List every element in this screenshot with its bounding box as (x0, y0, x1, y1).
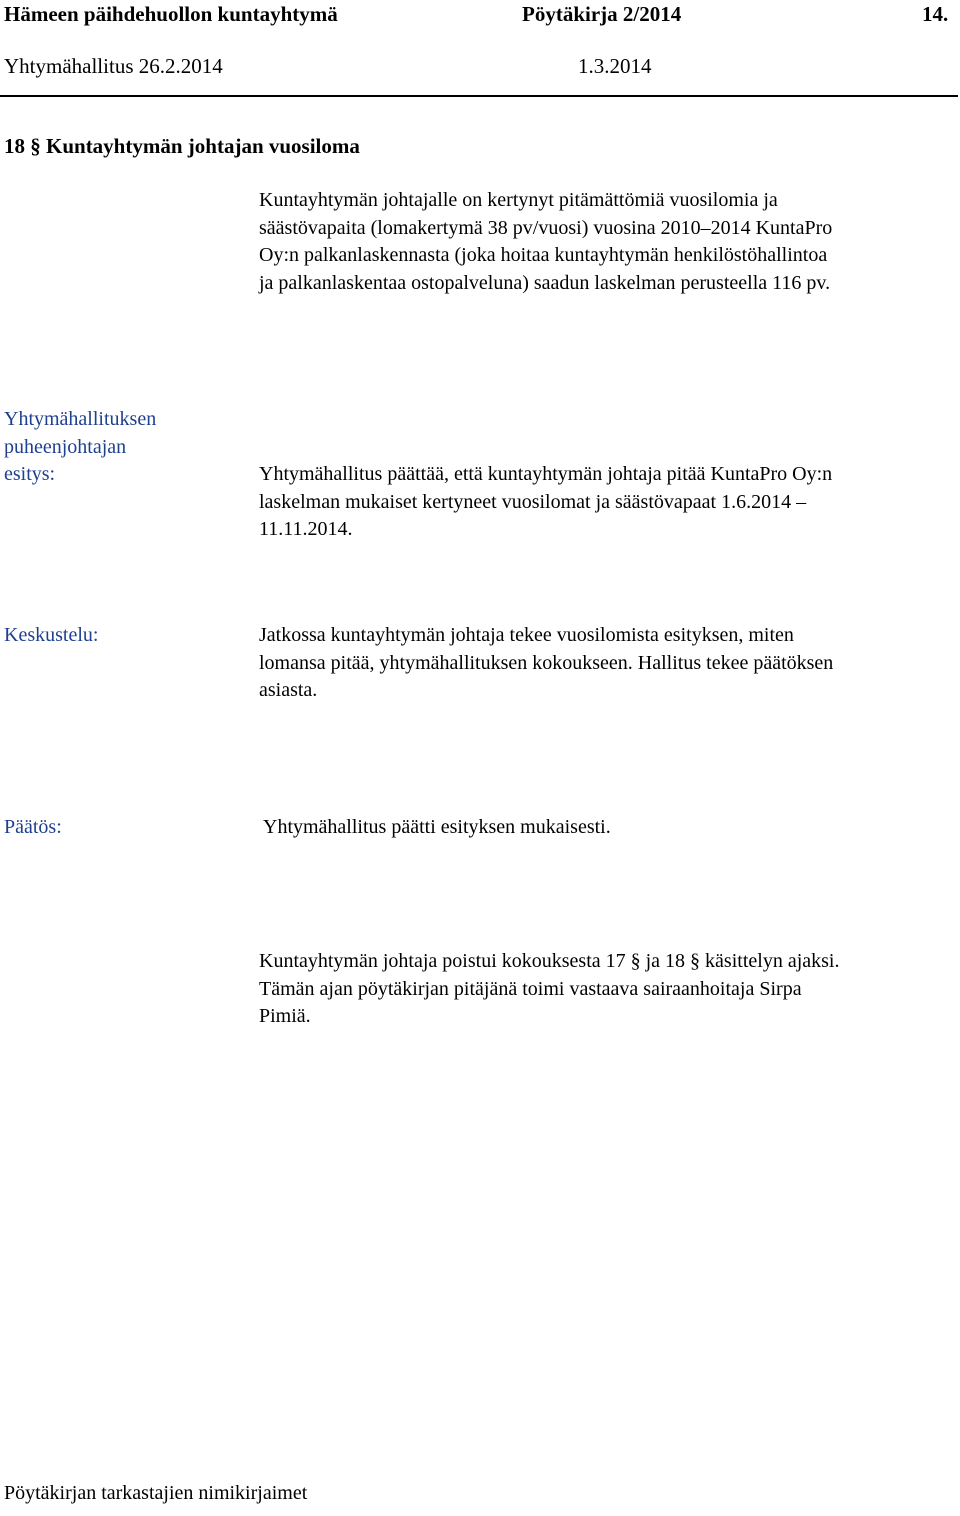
note-line: Pimiä. (259, 1005, 311, 1028)
discussion-line: asiasta. (259, 679, 318, 702)
document-title: Pöytäkirja 2/2014 (522, 2, 682, 26)
intro-line: säästövapaita (lomakertymä 38 pv/vuosi) vuosina 2010–2014 KuntaPro (259, 216, 833, 239)
organization-name: Hämeen päihdehuollon kuntayhtymä (4, 2, 338, 26)
intro-paragraph (259, 187, 832, 297)
decision-text: Yhtymähallitus päätti esityksen mukaisesti. (263, 816, 611, 838)
decision-paragraph (263, 814, 611, 842)
page-number: 14. (922, 2, 949, 26)
proposal-label-line: Yhtymähallituksen (4, 408, 157, 430)
decision-label (4, 814, 62, 842)
decision-label-text: Päätös: (4, 816, 62, 838)
footer-signature-note: Pöytäkirjan tarkastajien nimikirjaimet (4, 1482, 308, 1504)
discussion-label (4, 622, 98, 650)
discussion-line: lomansa pitää, yhtymähallituksen kokoukseen. Hallitus tekee päätöksen (259, 651, 834, 674)
intro-line: Kuntayhtymän johtajalle on kertynyt pitämättömiä vuosilomia ja (259, 189, 778, 211)
intro-line: ja palkanlaskentaa ostopalveluna) saadun laskelman perusteella 116 pv. (259, 271, 831, 294)
proposal-line: Yhtymähallitus päättää, että kuntayhtymän johtaja pitää KuntaPro Oy:n (259, 463, 833, 485)
discussion-label-text: Keskustelu: (4, 624, 99, 646)
note-line: Kuntayhtymän johtaja poistui kokouksesta 17 § ja 18 § käsittelyn ajaksi. (259, 950, 840, 972)
proposal-line: 11.11.2014. (259, 518, 353, 541)
note-paragraph (259, 948, 839, 1031)
intro-line: Oy:n palkanlaskennasta (joka hoitaa kuntayhtymän henkilöstöhallintoa (259, 244, 828, 267)
discussion-paragraph (259, 622, 833, 705)
header-rule (0, 95, 958, 97)
section-title: 18 § Kuntayhtymän johtajan vuosiloma (4, 134, 360, 158)
proposal-label (4, 406, 156, 489)
note-line: Tämän ajan pöytäkirjan pitäjänä toimi vastaava sairaanhoitaja Sirpa (259, 977, 802, 1000)
proposal-paragraph (259, 461, 832, 544)
document-date: 1.3.2014 (578, 54, 652, 78)
discussion-line: Jatkossa kuntayhtymän johtaja tekee vuosilomista esityksen, miten (259, 624, 794, 646)
meeting-name: Yhtymähallitus 26.2.2014 (4, 54, 223, 78)
proposal-line: laskelman mukaiset kertyneet vuosilomat ja säästövapaat 1.6.2014 – (259, 490, 807, 513)
proposal-label-line: puheenjohtajan (4, 435, 127, 458)
proposal-label-line: esitys: (4, 463, 56, 486)
